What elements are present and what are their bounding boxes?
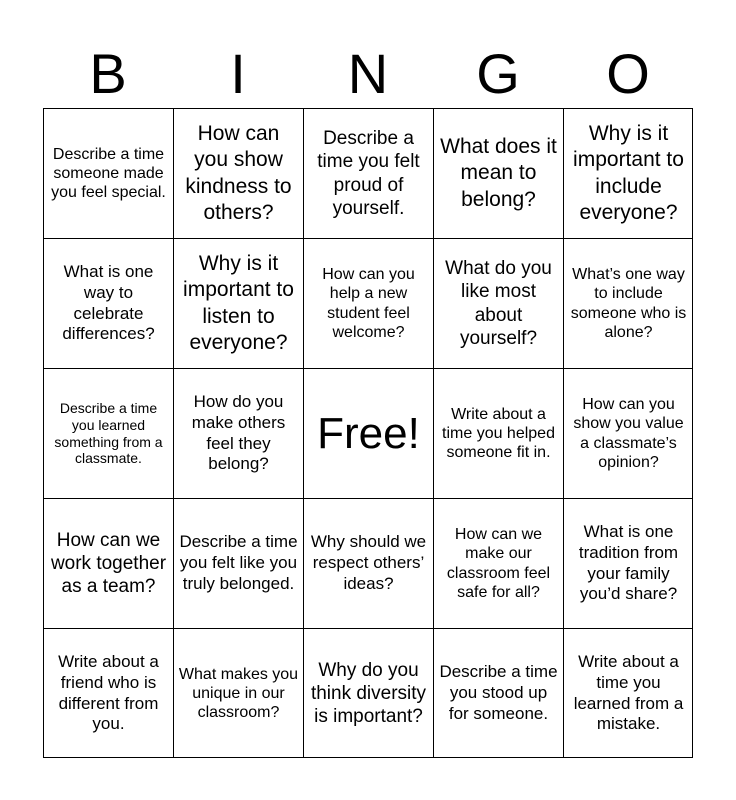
cell-text: How can you show kindness to others? xyxy=(185,122,292,224)
cell-text: What does it mean to belong? xyxy=(440,135,557,211)
bingo-cell[interactable] xyxy=(43,498,173,628)
bingo-cell[interactable] xyxy=(433,628,563,758)
cell-text: Why do you think diversity is important? xyxy=(310,659,427,728)
cell-text: How can you show you value a classmate’s opinion? xyxy=(573,396,684,471)
cell-text: Write about a friend who is different from you. xyxy=(58,652,159,734)
bingo-cell[interactable] xyxy=(433,108,563,238)
cell-text: What is one tradition from your family you’d share? xyxy=(578,522,679,604)
cell-text: How do you make others feel they belong? xyxy=(191,392,286,474)
cell-text: Describe a time you felt proud of yourself. xyxy=(317,128,420,219)
bingo-cell[interactable] xyxy=(433,498,563,628)
header-letter-i: I xyxy=(230,42,246,105)
cell-text: Write about a time you learned from a mistake. xyxy=(573,652,684,734)
bingo-cell[interactable] xyxy=(563,498,693,628)
cell-text: How can we work together as a team? xyxy=(50,529,167,598)
bingo-cell[interactable] xyxy=(563,238,693,368)
cell-text: Describe a time you learned something from a classmate. xyxy=(54,399,163,467)
bingo-cell[interactable] xyxy=(173,628,303,758)
bingo-cell[interactable] xyxy=(43,108,173,238)
bingo-cell[interactable] xyxy=(173,498,303,628)
bingo-cell[interactable] xyxy=(433,368,563,498)
header-letter-b: B xyxy=(89,42,127,105)
bingo-cell[interactable] xyxy=(43,368,173,498)
cell-text: Why is it important to include everyone? xyxy=(573,122,684,224)
bingo-cell[interactable] xyxy=(303,498,433,628)
bingo-header xyxy=(43,40,693,108)
header-letter-n: N xyxy=(347,42,389,105)
cell-text: Describe a time you felt like you truly belonged. xyxy=(179,532,298,593)
cell-text: What is one way to celebrate differences? xyxy=(62,262,155,344)
free-space-label: Free! xyxy=(317,408,420,458)
bingo-cell[interactable] xyxy=(173,238,303,368)
bingo-card xyxy=(43,108,693,758)
header-letter-o: O xyxy=(606,42,650,105)
bingo-cell[interactable] xyxy=(303,628,433,758)
cell-text: Describe a time you stood up for someone. xyxy=(439,662,558,723)
cell-text: What’s one way to include someone who is alone? xyxy=(570,266,687,341)
cell-text: Why should we respect others’ ideas? xyxy=(310,532,427,593)
cell-text: Write about a time you helped someone fit in. xyxy=(442,405,555,462)
bingo-cell[interactable] xyxy=(563,628,693,758)
cell-text: Why is it important to listen to everyone? xyxy=(183,252,294,354)
free-space[interactable] xyxy=(303,368,433,498)
bingo-cell[interactable] xyxy=(173,368,303,498)
bingo-cell[interactable] xyxy=(303,238,433,368)
cell-text: How can you help a new student feel welcome? xyxy=(322,266,415,341)
bingo-cell[interactable] xyxy=(43,628,173,758)
bingo-cell[interactable] xyxy=(43,238,173,368)
bingo-cell[interactable] xyxy=(303,108,433,238)
bingo-cell[interactable] xyxy=(173,108,303,238)
cell-text: What makes you unique in our classroom? xyxy=(178,665,299,722)
cell-text: Describe a time someone made you feel special. xyxy=(51,145,166,202)
bingo-cell[interactable] xyxy=(563,108,693,238)
cell-text: What do you like most about yourself? xyxy=(445,258,552,349)
cell-text: How can we make our classroom feel safe for all? xyxy=(446,526,551,601)
bingo-cell[interactable] xyxy=(433,238,563,368)
bingo-cell[interactable] xyxy=(563,368,693,498)
header-letter-g: G xyxy=(476,42,520,105)
